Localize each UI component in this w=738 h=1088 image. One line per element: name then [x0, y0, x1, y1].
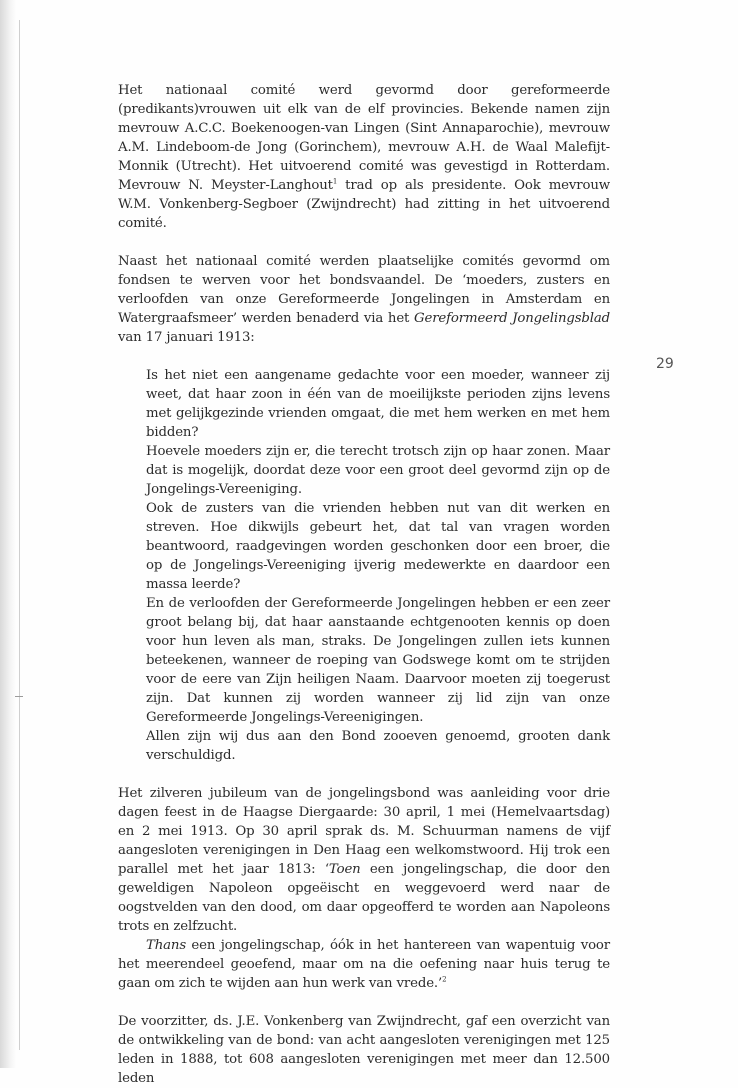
- paragraph-jubilee: Het zilveren jubileum van de jongelingsbond was aanleiding voor drie dagen feest in de Haagse Diergaarde: 30 april, 1 mei (Hemelvaartsdag) en 2 mei 1913. Op 30 april sprak ds. M. Schuurman namens de vijf aangesloten verenigingen in Den Haag een welkomstwoord. Hij trok een parallel met het jaar 1813: ‘Toen een jongelingschap, die door den geweldigen Napoleon opgeëischt en weggevoerd werd naar de oogstvelden van den dood, om daar opgeofferd te worden aan Napoleons trots en zelfzucht.: [118, 786, 610, 934]
- paragraph-chairman: De voorzitter, ds. J.E. Vonkenberg van Zwijndrecht, gaf een overzicht van de ontwikkeling van de bond: van acht aangesloten verenigingen met 125 leden in 1888, tot 608 aangesloten verenigingen met meer dan 12.500 leden: [118, 1014, 610, 1086]
- quote-line: En de verloofden der Gereformeerde Jongelingen hebben er een zeer groot belang bij, dat haar aanstaande echtgenooten kennis op doen voor hun leven als man, straks. De Jongelingen zullen iets kunnen beteekenen, wanneer de roeping van Godswege komt om te strijden voor de eere van Zijn heiligen Naam. Daarvoor moeten zij toegerust zijn. Dat kunnen zij worden wanneer zij lid zijn van onze Gereformeerde Jongelings-Vereenigingen.: [146, 596, 610, 725]
- footnote-marker: 2: [442, 975, 447, 984]
- block-quote: [118, 366, 610, 765]
- footnote-marker: 1: [332, 177, 338, 186]
- page-number: 29: [656, 356, 674, 372]
- quote-line: Ook de zusters van die vrienden hebben nut van dit werken en streven. Hoe dikwijls gebeurt het, dat tal van vragen worden beantwoord, raadgevingen worden geschonken door een broer, die op de Jongelings-Vereeniging ijverig medewerkte en daardoor een massa leerde?: [146, 501, 610, 592]
- paragraph-thans: Thans een jongelingschap, óók in het hantereen van wapentuig voor het meerendeel geoefend, maar om na die oefening naar huis terug te gaan om zich te wijden aan hun werk van vrede.’$^2$: [118, 938, 610, 991]
- quote-line: Is het niet een aangename gedachte voor een moeder, wanneer zij weet, dat haar zoon in één van de moeilijkste perioden zijns levens met gelijkgezinde vrienden omgaat, die met hem werken en met hem bidden?: [146, 368, 610, 440]
- quote-line: Hoevele moeders zijn er, die terecht trotsch zijn op haar zonen. Maar dat is mogelijk, doordat deze voor een groot deel gevormd zijn op de Jongelings-Vereeniging.: [146, 444, 610, 497]
- paragraph-local-committees: Naast het nationaal comité werden plaatselijke comités gevormd om fondsen te werven voor het bondsvaandel. De ‘moeders, zusters en verloofden van onze Gereformeerde Jongelingen in Amsterdam en Watergraafsmeer’ werden benaderd via het Gereformeerd Jongelingsblad van 17 januari 1913:: [118, 254, 611, 345]
- book-spine-shadow: [0, 0, 16, 1068]
- page-edge-line: [19, 20, 20, 1050]
- quote-line: Allen zijn wij dus aan den Bond zooeven genoemd, grooten dank verschuldigd.: [146, 729, 610, 763]
- page-body: [118, 81, 610, 1088]
- page-edge-mark: [15, 696, 23, 697]
- paragraph-national-committee: Het nationaal comité werd gevormd door gereformeerde (predikants)vrouwen uit elk van de elf provincies. Bekende namen zijn mevrouw A.C.C. Boekenoogen-van Lingen (Sint Annaparochie), mevrouw A.M. Lindeboom-de Jong (Gorinchem), mevrouw A.H. de Waal Malefijt-Monnik (Utrecht). Het uitvoerend comité was gevestigd in Rotterdam. Mevrouw N. Meyster-Langhout$^1$ trad op als presidente. Ook mevrouw W.M. Vonkenberg-Segboer (Zwijndrecht) had zitting in het uitvoerend comité.: [118, 83, 610, 231]
